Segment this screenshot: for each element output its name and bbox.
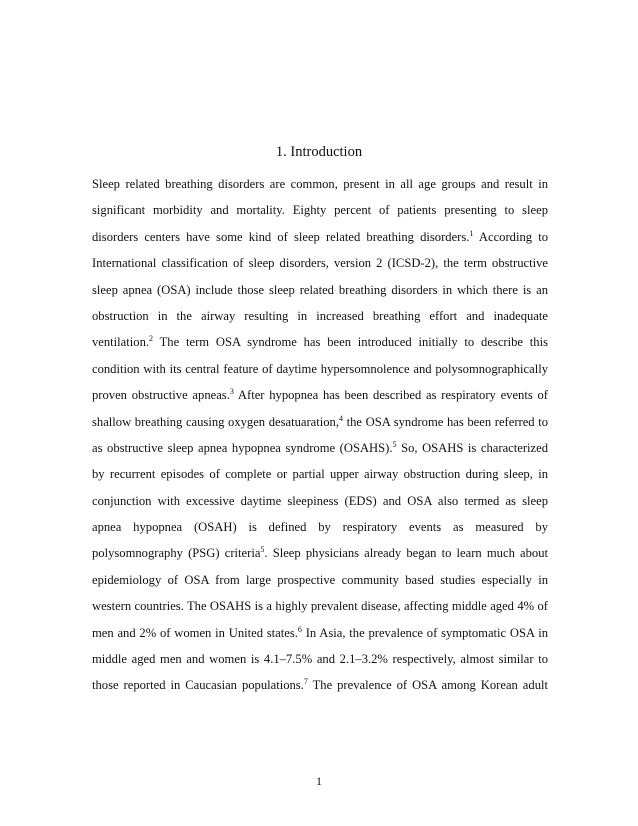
text-segment: shallow breathing causing oxygen desatuaration, <box>92 414 339 429</box>
text-segment: apnea hypopnea (OSAH) is defined by respiratory events as measured by <box>92 520 548 535</box>
citation-superscript: 2 <box>149 334 154 344</box>
body-paragraph <box>92 171 548 699</box>
text-line <box>92 356 548 382</box>
text-segment: condition with its central feature of daytime hypersomnolence and polysomnographically <box>92 361 548 376</box>
text-segment: disorders centers have some kind of sleep related breathing disorders. <box>92 229 470 244</box>
text-line <box>92 435 548 461</box>
text-segment: After hypopnea has been described as respiratory events of <box>233 388 548 403</box>
text-line <box>92 567 548 593</box>
text-segment: proven obstructive apneas. <box>92 388 230 403</box>
text-segment: epidemiology of OSA from large prospective community based studies especially in <box>92 572 548 587</box>
section-heading: 1. Introduction <box>275 144 363 160</box>
text-segment: So, OSAHS is characterized <box>396 440 549 455</box>
text-segment: sleep apnea (OSA) include those sleep related breathing disorders in which there is an <box>92 282 548 297</box>
text-line <box>92 593 548 619</box>
page-number: 1 <box>316 774 322 788</box>
text-segment: . Sleep physicians already began to learn much about <box>264 546 548 561</box>
text-segment: significant morbidity and mortality. Eighty percent of patients presenting to sleep <box>92 203 548 218</box>
text-segment: those reported in Caucasian populations. <box>92 678 304 693</box>
text-segment: the OSA syndrome has been referred to <box>343 414 548 429</box>
text-line <box>92 488 548 514</box>
text-segment: ventilation. <box>92 335 150 350</box>
citation-superscript: 7 <box>303 677 308 687</box>
text-line <box>92 672 548 698</box>
text-segment: western countries. The OSAHS is a highly prevalent disease, affecting middle aged 4% of <box>92 599 548 614</box>
text-segment: polysomnography (PSG) criteria <box>92 546 261 561</box>
text-line <box>92 382 548 408</box>
text-segment: International classification of sleep disorders, version 2 (ICSD-2), the term obstructive <box>92 256 548 271</box>
text-line <box>92 540 548 566</box>
text-segment: In Asia, the prevalence of symptomatic OSA in <box>301 625 548 640</box>
text-line <box>92 303 548 329</box>
text-segment: obstruction in the airway resulting in increased breathing effort and inadequate <box>92 308 548 323</box>
text-line <box>92 329 548 355</box>
text-line <box>92 224 548 250</box>
text-line <box>92 171 548 197</box>
text-segment: Sleep related breathing disorders are common, present in all age groups and result in <box>92 177 548 191</box>
text-segment: middle aged men and women is 4.1–7.5% and 2.1–3.2% respectively, almost similar to <box>92 652 548 667</box>
citation-superscript: 1 <box>469 228 474 238</box>
text-line <box>92 620 548 646</box>
text-line <box>92 514 548 540</box>
citation-superscript: 5 <box>260 545 265 555</box>
text-line <box>92 277 548 303</box>
text-segment: According to <box>473 229 548 244</box>
text-segment: by recurrent episodes of complete or partial upper airway obstruction during sleep, in <box>92 467 548 482</box>
citation-superscript: 6 <box>297 624 302 634</box>
text-segment: The prevalence of OSA among Korean adult <box>307 678 548 693</box>
text-line <box>92 646 548 672</box>
text-segment: men and 2% of women in United states. <box>92 625 298 640</box>
text-line <box>92 461 548 487</box>
citation-superscript: 3 <box>229 387 234 397</box>
text-line <box>92 250 548 276</box>
text-segment: conjunction with excessive daytime sleepiness (EDS) and OSA also termed as sleep <box>92 493 548 508</box>
text-segment: as obstructive sleep apnea hypopnea syndrome (OSAHS). <box>92 440 393 455</box>
text-segment: The term OSA syndrome has been introduced initially to describe this <box>153 335 548 350</box>
citation-superscript: 5 <box>392 439 397 449</box>
text-line <box>92 197 548 223</box>
citation-superscript: 4 <box>339 413 343 423</box>
text-line <box>92 409 548 435</box>
